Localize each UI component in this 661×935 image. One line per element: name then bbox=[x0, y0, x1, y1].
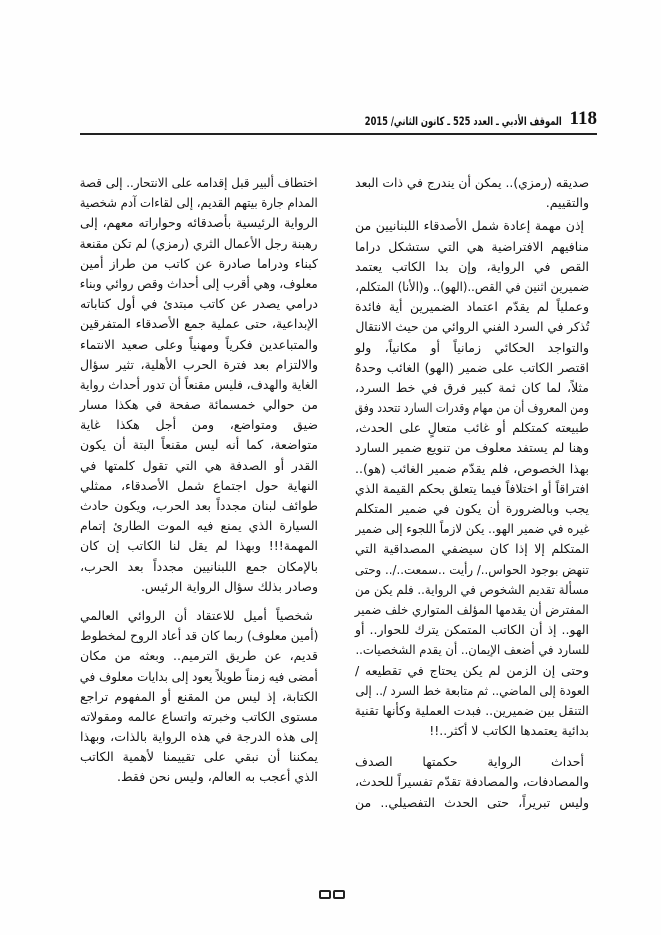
header-divider bbox=[80, 133, 597, 135]
text-line: اختطاف ألبير قبل إقدامه على الانتحار.. إلى قصة bbox=[80, 175, 318, 190]
text-line: وهنا لم يستفد معلوف من تنويع ضمير السارد bbox=[355, 440, 589, 456]
text-line: ضيق ومتواضع، ومن أجل هكذا غاية bbox=[80, 417, 318, 433]
text-line: مثلاً، لما كان ثمة كبير فرق في خط السرد، bbox=[355, 379, 589, 395]
text-line: طبيعته كمتكلم أو غائب متعالٍ على الحدث، bbox=[355, 420, 589, 436]
text-line: ومن المعروف أن من مهام وقدرات السارد تتحدد وفق bbox=[355, 400, 589, 416]
paragraph bbox=[355, 752, 589, 813]
text-line: التنقل بين ضميرين.. فبدت العملية وكأنها تقنية bbox=[355, 702, 589, 718]
left-column bbox=[80, 173, 318, 788]
text-line: الغاية والهدف، فليس مقنعاً أن تدور أحداث رواية bbox=[80, 376, 318, 392]
text-line: مستوى الكاتب وخبرته واتساع عالمه ومقولاته bbox=[80, 708, 318, 724]
text-line: المهمة!!! وبهذا لم يقل لنا الكاتب إن كان bbox=[80, 538, 318, 554]
ornament-square bbox=[333, 890, 345, 899]
text-line: وحتى إن الزمن لم يكن يحتاج في تقطيعه / bbox=[355, 662, 589, 678]
text-line: الكتابة، إذ ليس من المقنع أو المفهوم تراجع bbox=[80, 688, 318, 704]
text-line: بالإمكان جمع اللبنانيين مجدداً بعد الحرب، bbox=[80, 558, 318, 574]
text-line: تُذكر في السرد الفني الروائي من حيث الانتقال bbox=[355, 319, 589, 335]
text-line: المتكلم إلا إذا كان سيضفي المصداقية التي bbox=[355, 541, 589, 557]
text-line: ضميرين اثنين في القص..(الهو).. و(الأنا) المتكلم، bbox=[355, 278, 589, 294]
text-line: بهذا الخصوص، فلم يقدّم ضمير الغائب (هو).. bbox=[355, 460, 589, 476]
text-line: والالتزام بعد فترة الحرب الأهلية، تثير سؤال bbox=[80, 356, 318, 372]
text-line: والتقييم. bbox=[545, 195, 589, 211]
publication-title: الموقف الأدبي ـ العدد 525 ـ كانون الثاني/ 2015 bbox=[365, 114, 562, 128]
text-line: العودة إلى الماضي.. ثم متابعة خط السرد /.. إلى bbox=[355, 682, 589, 698]
text-line: منافيهم الافتراضية هي التي ستشكل دراما bbox=[355, 238, 589, 254]
paragraph bbox=[355, 173, 589, 213]
paragraph bbox=[355, 216, 589, 741]
text-line: يمكننا أن نبقي على تقييمنا لأهمية الكاتب bbox=[80, 749, 318, 765]
text-line: والمتباعدين فكرياً ومهنياً وعلى صعيد الانتماء bbox=[80, 336, 318, 352]
text-line: الرواية الرئيسية بأصدقائه وحواراته معهم، إلى bbox=[80, 215, 318, 231]
paragraph bbox=[80, 606, 318, 788]
text-line: والمصادفات، والمصادفة تقدّم تفسيراً للحدث، bbox=[355, 774, 589, 790]
text-line: متواضعة، كما أنه ليس مقنعاً البتة أن يكون bbox=[80, 437, 318, 453]
text-line: بدائية يعتمدها الكاتب لا أكثر..!! bbox=[429, 723, 589, 739]
text-line: (أمين معلوف) ربما كان قد أعاد الروح لمخطوط bbox=[80, 628, 318, 644]
text-line: من حوالي خمسمائة صفحة في هكذا مسار bbox=[80, 397, 318, 413]
text-line: مسألة تقديم الشخوص في الرواية.. فلم يكن من bbox=[355, 581, 589, 597]
text-line: للسارد في أضعف الإيمان.. أن يقدم الشخصيات.. bbox=[355, 642, 589, 658]
text-line: والتواجد الحكائي زمانياً أو مكانياً، ولو bbox=[355, 339, 589, 355]
text-line: درامي يصدر عن كاتب مبتدئ في أول كتاباته bbox=[80, 296, 318, 312]
text-line: الإبداعية، حتى عملية جمع الأصدقاء المتفرقين bbox=[80, 316, 318, 332]
text-line: الذي أعجب به العالم، وليس نحن فقط. bbox=[117, 769, 318, 785]
text-line: وصادر بذلك سؤال الرواية الرئيس. bbox=[140, 578, 318, 594]
text-line: إذن مهمة إعادة شمل الأصدقاء اللبنانيين من bbox=[355, 218, 584, 234]
footer-ornament bbox=[318, 890, 346, 900]
text-line: السيارة الذي يمنع فيه الموت الطارئ إتمام bbox=[80, 518, 318, 534]
text-line: شخصياً أميل للاعتقاد أن الروائي العالمي bbox=[80, 607, 313, 623]
text-line: معلوف، وهي أقرب إلى أحداث وقص روائي وبناء bbox=[80, 275, 318, 291]
text-line: رهبنة رجل الأعمال الثري (رمزي) لم تكن مقنعة bbox=[80, 235, 318, 251]
paragraph bbox=[80, 173, 318, 597]
text-line: إلى هذه الدرجة في هذه الرواية بالذات، وبهذا bbox=[80, 729, 318, 745]
text-line: كبناء ودراما صادرة عن كاتب من طراز أمين bbox=[80, 255, 318, 271]
text-line: غيره في ضمير الهو.. يكن لازماً اللجوء إلى ضمير bbox=[355, 521, 589, 537]
text-line: اقتصر الكاتب على ضمير (الهو) الغائب وحدهُ bbox=[355, 359, 589, 375]
page-number: 118 bbox=[569, 108, 597, 129]
text-line: تنهض بوجود الحواس../ رأيت ..سمعت../.. وحتى bbox=[355, 561, 589, 577]
text-line: أمضى فيه زمناً طويلاً يعود إلى بدايات معلوف في bbox=[80, 668, 318, 684]
text-line: صديقه (رمزي).. يمكن أن يندرج في ذات البعد bbox=[355, 175, 589, 190]
text-line: طوائف لبنان مجدداً بعد الحرب، ويكون حادث bbox=[80, 498, 318, 513]
text-line: القدر أو الصدفة هي التي تقول كلمتها في bbox=[80, 457, 318, 473]
text-line: وليس تبريراً، حتى الحدث التفصيلي.. من bbox=[355, 794, 589, 810]
right-column bbox=[355, 173, 589, 813]
text-line: المدام جارة بيتهم القديم، إلى لقاءات آدم شخصية bbox=[80, 195, 318, 211]
text-line: المفترض أن يقدمها المؤلف المتواري خلف ضمير bbox=[355, 601, 589, 617]
text-line: قديم، عن طريق الترميم.. وبعثه من مكان bbox=[80, 648, 318, 664]
text-line: يجب وبالضرورة أن يكون في ضمير المتكلم bbox=[355, 501, 589, 516]
text-line: وعملياً لم يقدّم اعتماد الضميرين أية فائدة bbox=[355, 299, 589, 315]
text-line: القص في الرواية، وإن بدا الكاتب يعتمد bbox=[355, 258, 589, 274]
text-line: الهو.. إذ أن الكاتب المتمكن يترك للحوار.. أو bbox=[355, 622, 589, 638]
text-line: أحداث الرواية حكمتها الصدف bbox=[355, 754, 584, 770]
text-line: النهاية حول اجتماع شمل الأصدقاء، ممثلي bbox=[80, 477, 318, 493]
ornament-square bbox=[319, 890, 331, 899]
text-line: افتراقاً أو اختلافاً فيما يتعلق بحكم القيمة الذي bbox=[355, 480, 589, 496]
